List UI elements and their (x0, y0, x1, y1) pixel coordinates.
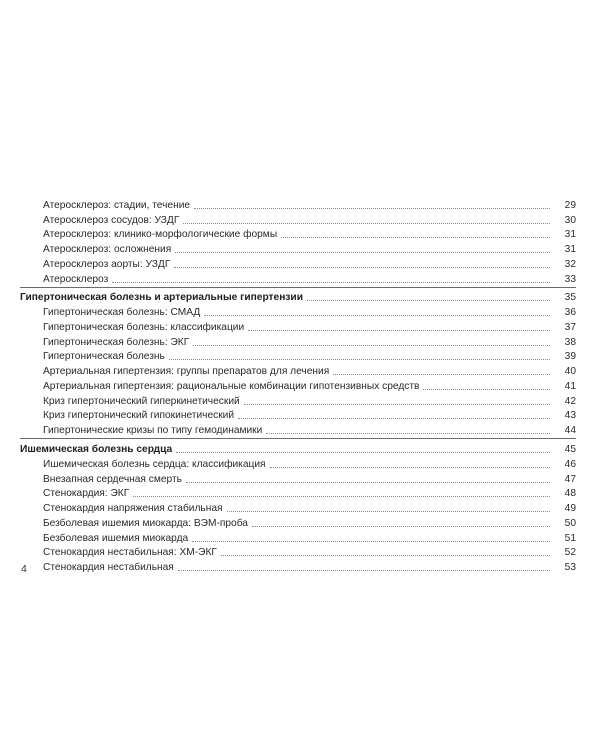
dot-leader (176, 452, 550, 453)
toc-entry-title: Атеросклероз: клинико-морфологические формы (43, 229, 278, 241)
dot-leader (193, 345, 550, 346)
toc-entry-page: 43 (564, 410, 576, 422)
toc-entry[interactable] (20, 271, 576, 286)
dot-leader (244, 404, 550, 405)
toc-entry-page: 32 (564, 258, 576, 270)
toc-section-title: Гипертоническая болезнь и артериальные гипертензии (20, 292, 303, 304)
toc-section-page: 45 (564, 444, 576, 456)
toc-entry-title: Криз гипертонический гиперкинетический (43, 395, 240, 407)
toc-entry-page: 37 (564, 321, 576, 333)
toc-entry-page: 33 (564, 273, 576, 285)
toc-entry-title: Безболевая ишемия миокарда: ВЭМ-проба (43, 517, 248, 529)
dot-leader (227, 511, 550, 512)
toc-entry-page: 47 (564, 473, 576, 485)
toc-section-heading[interactable] (20, 441, 576, 456)
toc-entry-page: 40 (564, 366, 576, 378)
dot-leader (266, 433, 550, 434)
toc-entry-title: Гипертоническая болезнь (43, 351, 165, 363)
toc-entry[interactable] (20, 515, 576, 530)
dot-leader (133, 496, 550, 497)
toc-entry-page: 50 (564, 517, 576, 529)
toc-entry-page: 42 (564, 395, 576, 407)
dot-leader (307, 300, 550, 301)
toc-entry[interactable] (20, 456, 576, 471)
toc-entry[interactable] (20, 227, 576, 242)
toc-entry-page: 29 (564, 199, 576, 211)
toc-entry-page: 31 (564, 229, 576, 241)
toc-entry-title: Артериальная гипертензия: группы препаратов для лечения (43, 366, 330, 378)
table-of-contents (20, 197, 576, 574)
dot-leader (183, 223, 550, 224)
toc-entry[interactable] (20, 545, 576, 560)
dot-leader (169, 359, 550, 360)
toc-entry-page: 51 (564, 532, 576, 544)
dot-leader (178, 570, 550, 571)
toc-entry-page: 48 (564, 488, 576, 500)
dot-leader (175, 252, 550, 253)
toc-entry-page: 36 (564, 307, 576, 319)
toc-entry-title: Безболевая ишемия миокарда (43, 532, 189, 544)
toc-entry-page: 52 (564, 547, 576, 559)
toc-entry-title: Атеросклероз аорты: УЗДГ (43, 258, 171, 270)
dot-leader (174, 267, 550, 268)
dot-leader (221, 555, 550, 556)
toc-entry[interactable] (20, 334, 576, 349)
toc-entry[interactable] (20, 349, 576, 364)
toc-entry-title: Стенокардия напряжения стабильная (43, 503, 223, 515)
toc-entry-page: 41 (564, 380, 576, 392)
toc-entry-title: Атеросклероз: стадии, течение (43, 199, 191, 211)
toc-entry-title: Атеросклероз сосудов: УЗДГ (43, 214, 180, 226)
toc-entry[interactable] (20, 256, 576, 271)
toc-entry-title: Гипертонические кризы по типу гемодинамики (43, 425, 263, 437)
toc-entry[interactable] (20, 422, 576, 437)
toc-entry-page: 38 (564, 336, 576, 348)
dot-leader (192, 541, 550, 542)
toc-entry-title: Атеросклероз (43, 273, 109, 285)
dot-leader (270, 467, 550, 468)
dot-leader (194, 208, 550, 209)
dot-leader (248, 330, 550, 331)
toc-entry-title: Гипертоническая болезнь: классификации (43, 321, 245, 333)
toc-entry-title: Атеросклероз: осложнения (43, 244, 172, 256)
toc-entry-page: 44 (564, 425, 576, 437)
toc-entry-title: Артериальная гипертензия: рациональные комбинации гипотензивных средств (43, 380, 420, 392)
page-number: 4 (21, 563, 27, 575)
toc-entry[interactable] (20, 378, 576, 393)
toc-entry-page: 30 (564, 214, 576, 226)
toc-entry[interactable] (20, 530, 576, 545)
toc-entry-page: 46 (564, 458, 576, 470)
toc-entry-title: Стенокардия нестабильная (43, 562, 174, 574)
dot-leader (204, 315, 550, 316)
toc-section-page: 35 (564, 292, 576, 304)
toc-entry-page: 53 (564, 562, 576, 574)
toc-entry[interactable] (20, 197, 576, 212)
toc-entry[interactable] (20, 500, 576, 515)
toc-entry[interactable] (20, 363, 576, 378)
toc-entry-title: Криз гипертонический гипокинетический (43, 410, 235, 422)
section-divider (20, 438, 576, 439)
toc-entry[interactable] (20, 319, 576, 334)
toc-entry[interactable] (20, 212, 576, 227)
toc-section-title: Ишемическая болезнь сердца (20, 444, 173, 456)
dot-leader (252, 526, 550, 527)
dot-leader (281, 237, 550, 238)
toc-entry[interactable] (20, 559, 576, 574)
toc-entry[interactable] (20, 408, 576, 423)
toc-section-heading[interactable] (20, 290, 576, 305)
dot-leader (186, 482, 550, 483)
toc-entry-page: 39 (564, 351, 576, 363)
dot-leader (333, 374, 550, 375)
toc-entry[interactable] (20, 486, 576, 501)
toc-entry-title: Гипертоническая болезнь: СМАД (43, 307, 201, 319)
toc-entry-title: Стенокардия: ЭКГ (43, 488, 130, 500)
toc-entry[interactable] (20, 241, 576, 256)
dot-leader (238, 418, 550, 419)
dot-leader (423, 389, 550, 390)
toc-entry[interactable] (20, 304, 576, 319)
dot-leader (112, 282, 550, 283)
toc-entry-title: Стенокардия нестабильная: ХМ-ЭКГ (43, 547, 217, 559)
toc-entry[interactable] (20, 471, 576, 486)
toc-entry-title: Внезапная сердечная смерть (43, 473, 182, 485)
section-divider (20, 287, 576, 288)
toc-entry-title: Гипертоническая болезнь: ЭКГ (43, 336, 190, 348)
toc-entry[interactable] (20, 393, 576, 408)
toc-entry-title: Ишемическая болезнь сердца: классификация (43, 458, 266, 470)
toc-entry-page: 49 (564, 503, 576, 515)
toc-entry-page: 31 (564, 244, 576, 256)
